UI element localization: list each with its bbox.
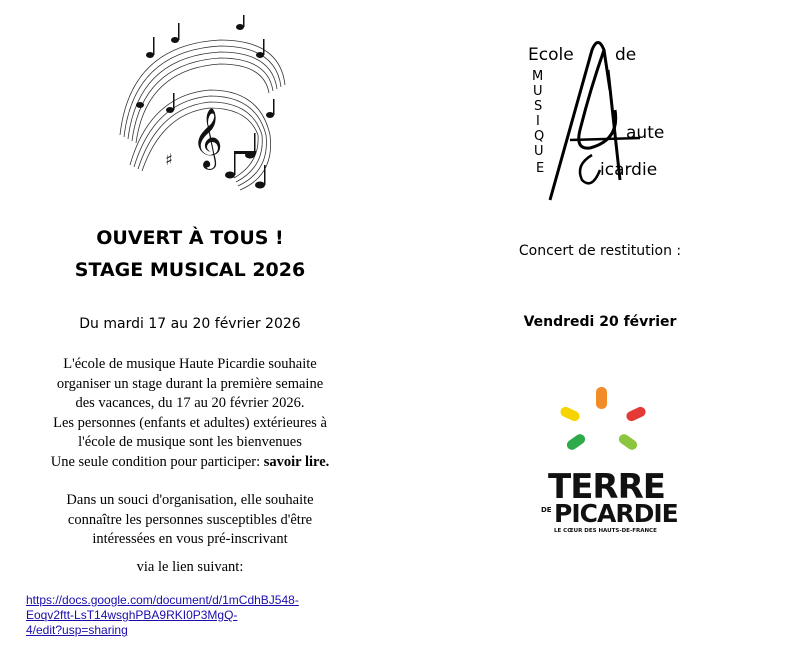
link-line: 4/edit?usp=sharing — [26, 623, 128, 637]
description-line: organiser un stage durant la première semaine — [56, 375, 324, 392]
logo-tagline: LE CŒUR DES HAUTS-DE-FRANCE — [554, 528, 657, 534]
link-line: Eoqv2ftt-LsT14wsghPBA9RKI0P3MgQ- — [26, 608, 238, 622]
logo-letter: U — [534, 144, 544, 159]
school-logo — [520, 30, 680, 210]
description-line: l'école de musique sont les bienvenues — [78, 434, 302, 450]
logo-letter: S — [534, 99, 543, 114]
description-line: des vacances, du 17 au 20 février 2026. — [75, 395, 305, 411]
condition-line — [20, 453, 360, 473]
svg-text:♯: ♯ — [165, 150, 173, 169]
logo-letter: Q — [534, 129, 545, 144]
condition-prefix: Une seule condition pour participer: — [50, 453, 264, 470]
logo-letter: U — [533, 84, 543, 99]
sunburst-ray — [596, 387, 607, 409]
logo-letter: M — [532, 69, 544, 84]
sunburst-icon — [538, 385, 668, 465]
description-line: connaître les personnes susceptibles d'être — [67, 511, 313, 528]
logo-text-aute: aute — [626, 123, 665, 143]
logo-word-de: DE — [541, 506, 552, 514]
concert-label: Concert de restitution : — [518, 243, 682, 259]
sunburst-ray — [617, 432, 639, 452]
registration-link[interactable] — [26, 593, 346, 638]
concert-date: Vendredi 20 février — [523, 314, 677, 330]
logo-text-icardie: icardie — [600, 160, 658, 180]
description-line: Dans un souci d'organisation, elle souhaite — [66, 492, 314, 508]
workshop-dates: Du mardi 17 au 20 février 2026 — [79, 316, 301, 332]
link-intro: via le lien suivant: — [136, 558, 244, 575]
svg-text:𝄞: 𝄞 — [192, 108, 223, 168]
music-notes-illustration — [110, 15, 290, 200]
logo-word-terre: TERRE — [548, 467, 666, 507]
description-line: Les personnes (enfants et adultes) extérieures à — [53, 414, 327, 431]
description-line: L'école de musique Haute Picardie souhaite — [63, 356, 317, 372]
link-line: https://docs.google.com/document/d/1mCdhBJ548- — [26, 593, 299, 607]
logo-letter: E — [536, 161, 545, 176]
sunburst-ray — [559, 405, 581, 423]
sunburst-ray — [625, 405, 647, 423]
logo-letter: I — [536, 114, 540, 129]
description-line: intéressées en vous pré-inscrivant — [92, 531, 288, 547]
logo-text-ecole: Ecole — [528, 45, 574, 65]
condition-bold: savoir lire. — [263, 453, 330, 470]
terre-de-picardie-logo — [538, 385, 678, 545]
heading-open-to-all: OUVERT À TOUS ! — [96, 227, 284, 249]
logo-word-picardie: PICARDIE — [554, 499, 678, 528]
logo-text-de: de — [615, 45, 637, 65]
sunburst-ray — [565, 432, 587, 452]
description-text — [20, 355, 360, 577]
heading-music-workshop: STAGE MUSICAL 2026 — [74, 259, 306, 281]
